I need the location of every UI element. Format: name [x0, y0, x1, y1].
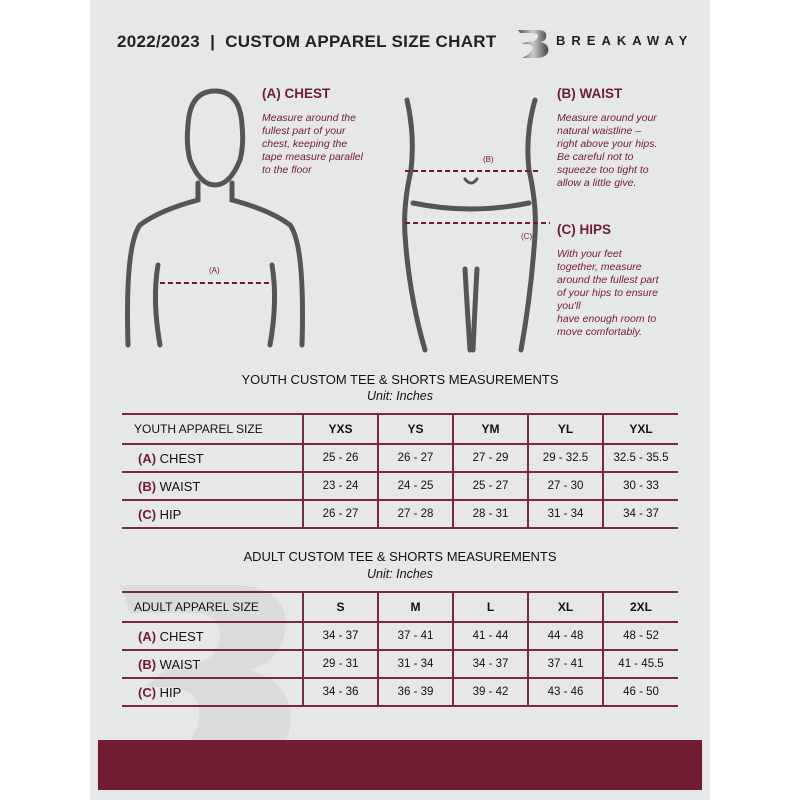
table-cell: 39 - 42: [453, 678, 528, 706]
waist-heading: (B) WAIST: [557, 86, 623, 101]
chest-description: Measure around the fullest part of your chest, keeping the tape measure parallel to the floor: [262, 112, 363, 176]
table-cell: 34 - 36: [303, 678, 378, 706]
table-cell: 30 - 33: [603, 472, 678, 500]
measurement-name: CHEST: [159, 450, 204, 466]
hips-description: With your feet together, measure around the fullest part of your hips to ensure you'll have enough room to move comfortably.: [557, 248, 659, 338]
waist-description: Measure around your natural waistline – right above your hips. Be careful not to squeeze too tight to allow a little give.: [557, 112, 658, 189]
hips-heading: (C) HIPS: [557, 222, 611, 237]
adult-section-title: ADULT CUSTOM TEE & SHORTS MEASUREMENTS: [243, 549, 557, 564]
table-cell: 37 - 41: [378, 622, 453, 650]
table-cell: 29 - 31: [303, 650, 378, 678]
measurement-code: (B): [138, 656, 157, 672]
table-row: [122, 622, 678, 650]
column-header: ADULT APPAREL SIZE: [122, 592, 303, 622]
youth-unit: Unit: Inches: [366, 389, 433, 403]
column-header: YS: [378, 414, 453, 444]
measurement-name: CHEST: [159, 628, 204, 644]
table-cell: 34 - 37: [603, 500, 678, 528]
hips-marker: (C): [521, 232, 533, 241]
table-cell: 31 - 34: [378, 650, 453, 678]
table-row: [122, 650, 678, 678]
breakaway-logo-icon: [508, 24, 552, 60]
youth-section-title: YOUTH CUSTOM TEE & SHORTS MEASUREMENTS: [241, 372, 559, 387]
table-cell: 34 - 37: [453, 650, 528, 678]
table-row: [122, 500, 678, 528]
table-row: [122, 444, 678, 472]
brand-name: BREAKAWAY: [556, 33, 694, 48]
chest-marker: (A): [209, 266, 220, 275]
column-header: L: [453, 592, 528, 622]
chest-heading: (A) CHEST: [262, 86, 331, 101]
column-header: YXL: [603, 414, 678, 444]
footer-bar: [98, 740, 702, 790]
lower-body-figure: [395, 95, 555, 355]
table-cell: 37 - 41: [528, 650, 603, 678]
row-label: [122, 622, 303, 650]
measurement-code: (C): [138, 506, 157, 522]
table-cell: 26 - 27: [378, 444, 453, 472]
column-header: YXS: [303, 414, 378, 444]
measurement-code: (A): [138, 450, 157, 466]
column-header: YM: [453, 414, 528, 444]
table-cell: 32.5 - 35.5: [603, 444, 678, 472]
row-label: [122, 472, 303, 500]
row-label: [122, 678, 303, 706]
measurement-name: WAIST: [159, 478, 201, 494]
table-cell: 25 - 26: [303, 444, 378, 472]
column-header: M: [378, 592, 453, 622]
column-header: 2XL: [603, 592, 678, 622]
table-cell: 41 - 44: [453, 622, 528, 650]
table-row: [122, 472, 678, 500]
row-label: [122, 444, 303, 472]
row-label: [122, 650, 303, 678]
table-cell: 41 - 45.5: [603, 650, 678, 678]
adult-size-table: [122, 591, 678, 707]
table-cell: 34 - 37: [303, 622, 378, 650]
table-header-row: [122, 414, 678, 444]
column-header: YL: [528, 414, 603, 444]
table-cell: 46 - 50: [603, 678, 678, 706]
table-cell: 24 - 25: [378, 472, 453, 500]
table-cell: 26 - 27: [303, 500, 378, 528]
table-cell: 23 - 24: [303, 472, 378, 500]
column-header: S: [303, 592, 378, 622]
measurement-code: (B): [138, 478, 157, 494]
table-cell: 27 - 30: [528, 472, 603, 500]
measurement-code: (C): [138, 684, 157, 700]
row-label: [122, 500, 303, 528]
adult-unit: Unit: Inches: [366, 567, 433, 581]
measurement-name: WAIST: [159, 656, 201, 672]
table-cell: 36 - 39: [378, 678, 453, 706]
measurement-code: (A): [138, 628, 157, 644]
table-cell: 27 - 28: [378, 500, 453, 528]
table-cell: 44 - 48: [528, 622, 603, 650]
youth-size-table: [122, 413, 678, 529]
table-cell: 43 - 46: [528, 678, 603, 706]
table-cell: 28 - 31: [453, 500, 528, 528]
table-row: [122, 678, 678, 706]
table-cell: 27 - 29: [453, 444, 528, 472]
measurement-name: HIP: [159, 506, 182, 522]
waist-marker: (B): [483, 155, 494, 164]
table-header-row: [122, 592, 678, 622]
column-header: YOUTH APPAREL SIZE: [122, 414, 303, 444]
column-header: XL: [528, 592, 603, 622]
table-cell: 25 - 27: [453, 472, 528, 500]
table-cell: 29 - 32.5: [528, 444, 603, 472]
page-title: 2022/2023 | CUSTOM APPAREL SIZE CHART: [117, 32, 497, 51]
table-cell: 48 - 52: [603, 622, 678, 650]
size-chart-page: [90, 0, 710, 800]
table-cell: 31 - 34: [528, 500, 603, 528]
measurement-name: HIP: [159, 684, 182, 700]
